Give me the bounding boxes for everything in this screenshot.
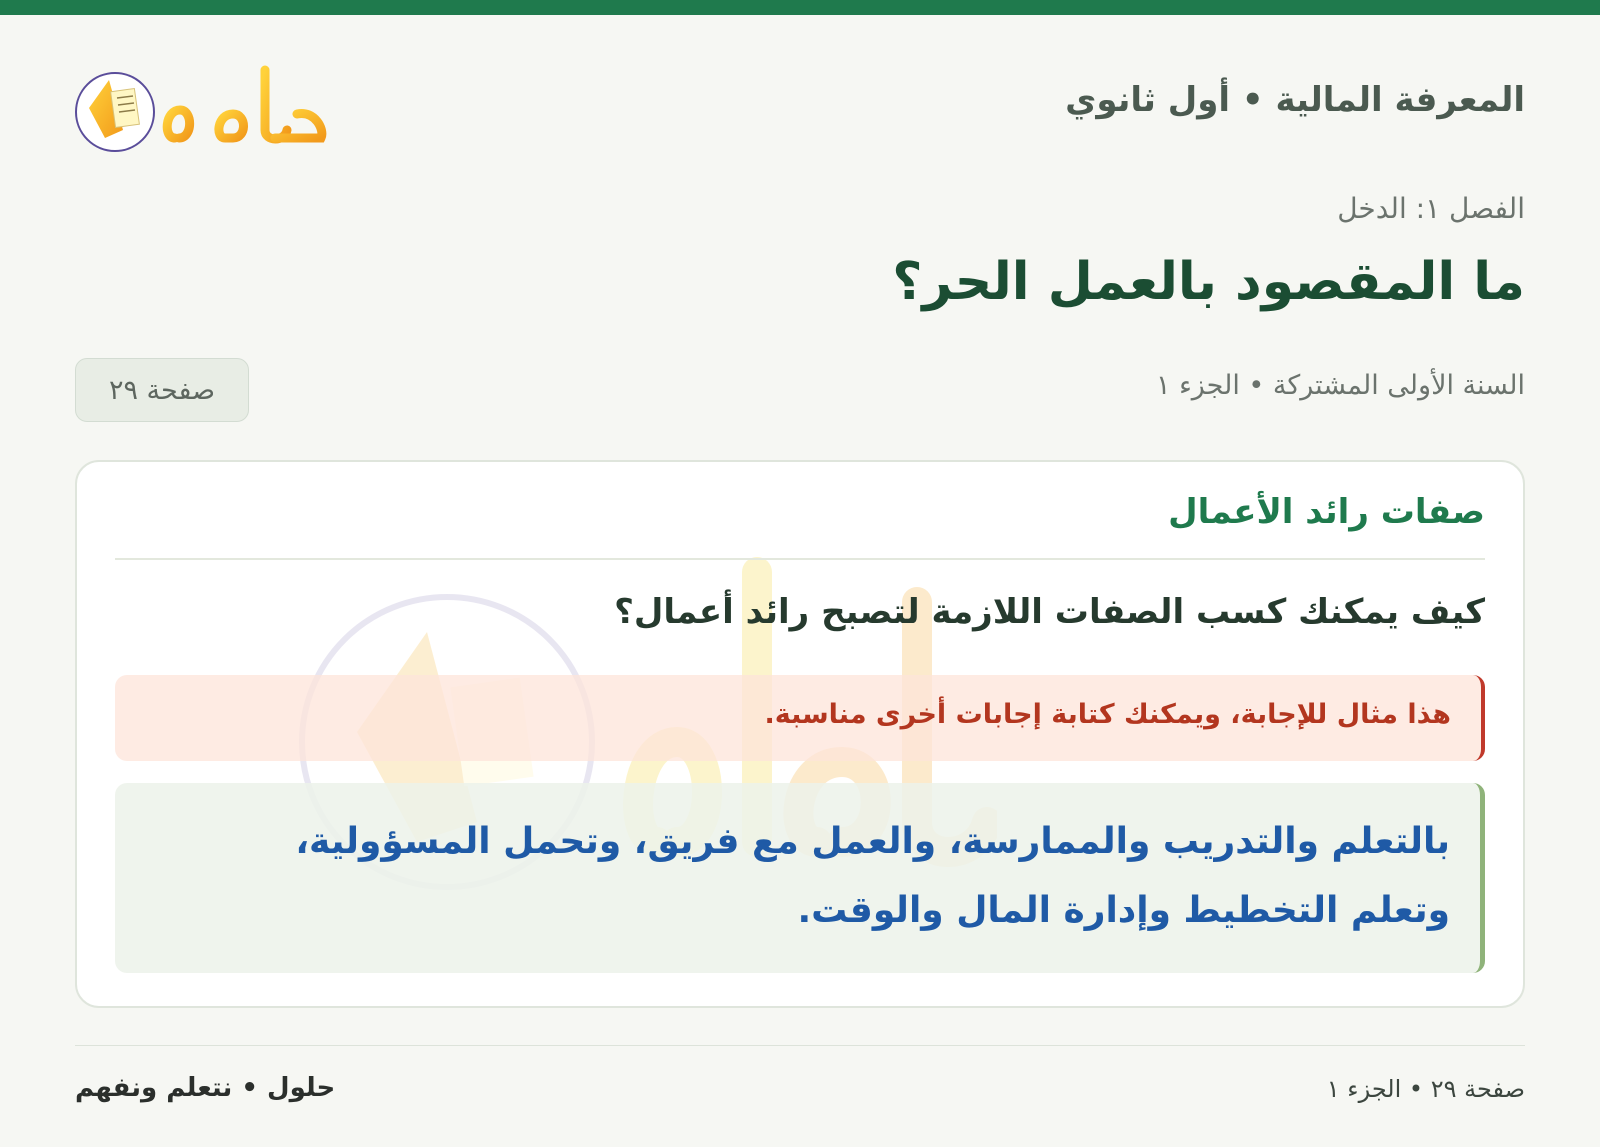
example-note-text: هذا مثال للإجابة، ويمكنك كتابة إجابات أخرى مناسبة.: [764, 699, 1451, 730]
page-number-badge: صفحة ٢٩: [75, 358, 249, 422]
page-header: [75, 50, 1525, 160]
example-note: [115, 675, 1485, 761]
top-accent-bar: [0, 0, 1600, 15]
logo[interactable]: [75, 50, 335, 160]
subject-heading: المعرفة المالية • أول ثانوي: [1065, 80, 1525, 120]
question-text: كيف يمكنك كسب الصفات اللازمة لتصبح رائد أعمال؟: [614, 592, 1485, 632]
section-divider: [115, 558, 1485, 560]
section-title: صفات رائد الأعمال: [1168, 492, 1485, 532]
page-title: ما المقصود بالعمل الحر؟: [892, 252, 1525, 312]
grade-part-label: السنة الأولى المشتركة • الجزء ١: [1155, 370, 1525, 401]
answer-line-1: بالتعلم والتدريب والممارسة، والعمل مع فريق، وتحمل المسؤولية،: [295, 821, 1450, 862]
chapter-label: الفصل ١: الدخل: [1337, 192, 1525, 225]
footer-brand: حلول • نتعلم ونفهم: [75, 1073, 336, 1103]
footer-page-info: صفحة ٢٩ • الجزء ١: [1326, 1075, 1525, 1103]
answer-box: [115, 783, 1485, 973]
answer-line-2: وتعلم التخطيط وإدارة المال والوقت.: [797, 890, 1450, 931]
footer-divider: [75, 1045, 1525, 1046]
answer-card: [75, 460, 1525, 1008]
